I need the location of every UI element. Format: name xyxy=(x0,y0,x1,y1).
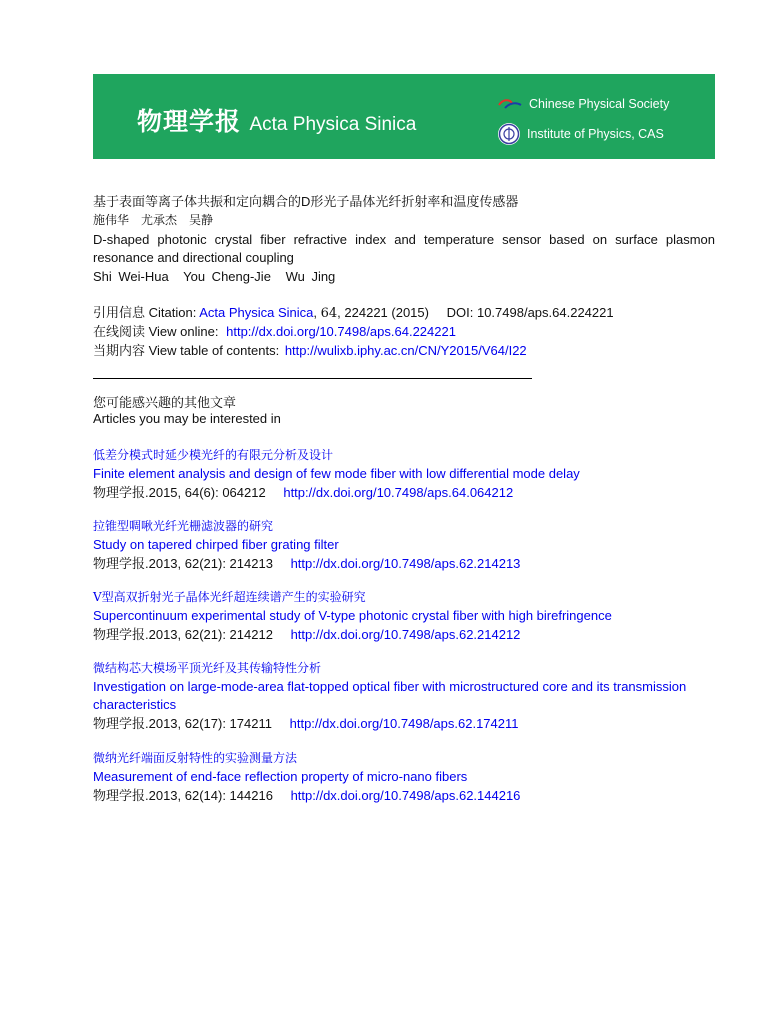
article-doi-link[interactable]: http://dx.doi.org/10.7498/aps.62.174211 xyxy=(289,716,519,731)
paper-authors-cn: 施伟华 尤承杰 吴静 xyxy=(93,213,214,227)
paper-authors-en xyxy=(93,269,715,284)
cps-logo-icon xyxy=(497,97,523,111)
article-title-cn-link[interactable]: 微纳光纤端面反射特性的实验测量方法 xyxy=(93,751,298,765)
citation-journal-link[interactable]: Acta Physica Sinica xyxy=(199,305,314,320)
article-doi-link[interactable]: http://dx.doi.org/10.7498/aps.62.214213 xyxy=(290,556,521,571)
related-article-5 xyxy=(93,749,715,805)
journal-banner xyxy=(93,74,715,159)
article-title-en-link[interactable]: Measurement of end-face reflection property of micro-nano fibers xyxy=(93,769,468,784)
article-title-cn-link[interactable]: 微结构芯大模场平顶光纤及其传输特性分析 xyxy=(93,661,322,675)
author-2: You Cheng-Jie xyxy=(183,269,271,284)
citation-line: 引用信息 Citation: Acta Physica Sinica, 64, 224221 (2015) DOI: 10.7498/aps.64.224221 xyxy=(93,305,614,321)
org2-label: Institute of Physics, CAS xyxy=(527,127,664,141)
article-title-en-link[interactable]: Supercontinuum experimental study of V-type photonic crystal fiber with high birefringence xyxy=(93,608,612,623)
article-reference xyxy=(93,625,715,644)
journal-name-cn: 物理学报 xyxy=(137,108,242,136)
citation-rest: 224221 (2015) xyxy=(344,305,429,320)
related-heading-en: Articles you may be interested in xyxy=(93,411,281,426)
related-article-3 xyxy=(93,588,715,644)
journal-name xyxy=(137,102,416,138)
journal-name-en: Acta Physica Sinica xyxy=(249,114,417,135)
citation-volume: 64 xyxy=(320,306,338,321)
view-online-label: 在线阅读 View online: xyxy=(93,324,219,339)
paper-title-cn: 基于表面等离子体共振和定向耦合的D形光子晶体光纤折射率和温度传感器 xyxy=(93,194,519,209)
article-ref: 物理学报.2013, 62(21): 214213 xyxy=(93,556,273,571)
related-article-2 xyxy=(93,517,715,573)
related-heading-cn: 您可能感兴趣的其他文章 xyxy=(93,395,237,410)
article-ref: 物理学报.2015, 64(6): 064212 xyxy=(93,485,266,500)
org1-label: Chinese Physical Society xyxy=(529,97,670,111)
org-chinese-physical-society xyxy=(497,93,669,115)
author-1: Shi Wei-Hua xyxy=(93,269,169,284)
view-online-link[interactable]: http://dx.doi.org/10.7498/aps.64.224221 xyxy=(226,324,456,339)
article-doi-link[interactable]: http://dx.doi.org/10.7498/aps.62.214212 xyxy=(290,627,521,642)
article-ref: 物理学报.2013, 62(17): 174211 xyxy=(93,716,272,731)
article-doi-link[interactable]: http://dx.doi.org/10.7498/aps.62.144216 xyxy=(290,788,521,803)
author-3: Wu Jing xyxy=(285,269,336,284)
citation-label: 引用信息 Citation: xyxy=(93,305,197,320)
related-article-4 xyxy=(93,659,715,733)
paper-title-en: D-shaped photonic crystal fiber refractive index and temperature sensor based on surface plasmon resonance and directional coupling xyxy=(93,232,715,265)
article-reference xyxy=(93,483,715,502)
article-ref: 物理学报.2013, 62(14): 144216 xyxy=(93,788,273,803)
article-reference xyxy=(93,786,715,805)
toc-link[interactable]: http://wulixb.iphy.ac.cn/CN/Y2015/V64/I22 xyxy=(284,343,527,358)
article-title-en-link[interactable]: Finite element analysis and design of few mode fiber with low differential mode delay xyxy=(93,466,580,481)
article-reference xyxy=(93,714,715,733)
related-article-1 xyxy=(93,446,715,502)
article-title-en-link[interactable]: Study on tapered chirped fiber grating filter xyxy=(93,537,339,552)
article-title-en-link[interactable]: Investigation on large-mode-area flat-topped optical fiber with microstructured core and its transmission characteristics xyxy=(93,679,687,712)
doi-value: 10.7498/aps.64.224221 xyxy=(476,305,614,320)
toc-label: 当期内容 View table of contents: xyxy=(93,343,280,358)
article-ref: 物理学报.2013, 62(21): 214212 xyxy=(93,627,273,642)
article-title-cn-link[interactable]: V型高双折射光子晶体光纤超连续谱产生的实验研究 xyxy=(93,590,366,604)
doi-label: DOI: xyxy=(446,305,474,320)
article-title-cn-link[interactable]: 低差分模式时延少模光纤的有限元分析及设计 xyxy=(93,448,334,462)
org-institute-of-physics xyxy=(497,123,664,145)
view-online-line xyxy=(93,321,456,340)
article-title-cn-link[interactable]: 拉锥型啁啾光纤光栅滤波器的研究 xyxy=(93,519,274,533)
article-doi-link[interactable]: http://dx.doi.org/10.7498/aps.64.064212 xyxy=(283,485,514,500)
iop-seal-icon xyxy=(497,122,521,146)
article-reference xyxy=(93,554,715,573)
divider xyxy=(93,378,532,379)
toc-line xyxy=(93,340,527,359)
